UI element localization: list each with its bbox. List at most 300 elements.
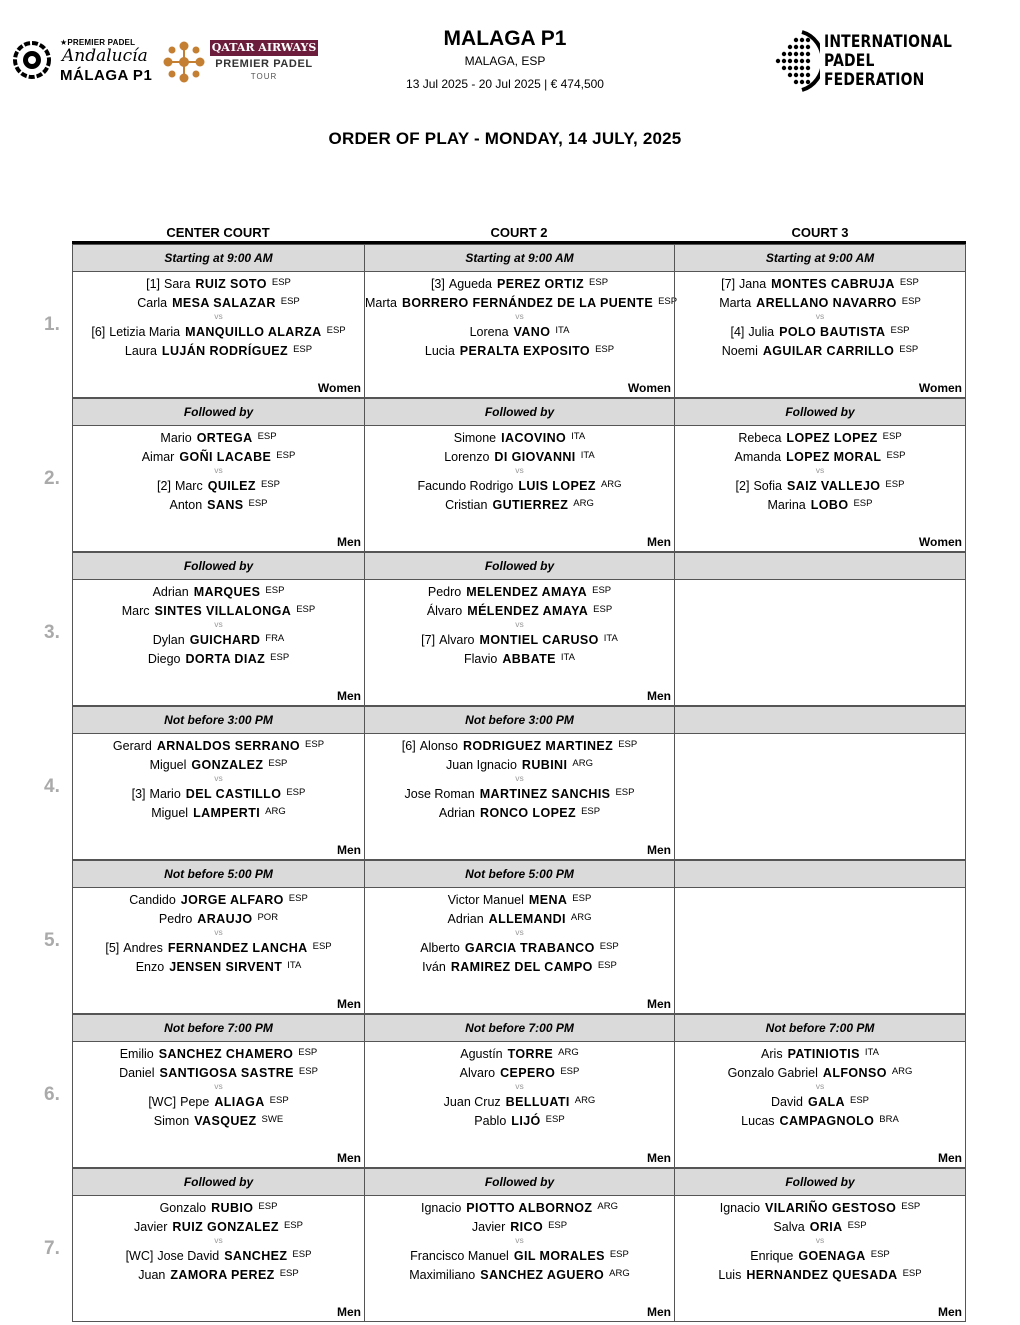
player-last-name: VILARIÑO GESTOSO — [765, 1201, 897, 1215]
versus-label: vs — [515, 619, 524, 629]
player-nationality: ARG — [574, 1095, 596, 1106]
versus-label: vs — [214, 773, 223, 783]
player-entry — [365, 1245, 674, 1264]
player-entry — [365, 340, 674, 359]
player-entry — [675, 427, 965, 446]
player-last-name: HERNANDEZ QUESADA — [746, 1268, 898, 1282]
player-first-name: Amanda — [734, 450, 782, 464]
match-cell — [72, 1014, 365, 1168]
player-nationality: ITA — [287, 960, 302, 971]
player-entry — [73, 735, 364, 754]
malaga-p1-logo-text: MÁLAGA P1 — [60, 67, 153, 84]
versus-label: vs — [515, 465, 524, 475]
player-last-name: VANO — [513, 325, 551, 339]
player-entry — [73, 648, 364, 667]
player-nationality: ARG — [558, 1047, 579, 1058]
player-first-name: Pedro — [427, 585, 462, 599]
row-number: 2. — [44, 468, 60, 489]
match-players — [73, 273, 364, 359]
player-nationality: ESP — [258, 1201, 278, 1212]
player-entry — [73, 1091, 364, 1110]
player-first-name: Juan Cruz — [443, 1095, 501, 1109]
player-last-name: LUIS LOPEZ — [518, 479, 596, 493]
match-cell — [364, 860, 675, 1014]
player-entry — [73, 1062, 364, 1081]
match-players — [73, 1197, 364, 1283]
player-first-name: Salva — [773, 1220, 805, 1234]
player-entry — [365, 600, 674, 619]
player-entry — [675, 340, 965, 359]
match-category: Women — [918, 381, 962, 395]
player-entry — [365, 273, 674, 292]
sponsor-name: QATAR AIRWAYS — [211, 41, 317, 54]
versus-label: vs — [815, 1081, 825, 1091]
player-first-name: Gonzalo — [159, 1201, 207, 1215]
player-last-name: LOBO — [810, 498, 849, 512]
player-first-name: Emilio — [119, 1047, 154, 1061]
player-last-name: AGUILAR CARRILLO — [762, 344, 895, 358]
match-time-heading: Not before 7:00 PM — [365, 1015, 674, 1042]
player-entry — [365, 889, 674, 908]
player-first-name: Jana — [739, 277, 767, 291]
player-entry — [365, 292, 678, 311]
player-last-name: MENA — [528, 893, 568, 907]
versus-label: vs — [214, 927, 223, 937]
player-nationality: ESP — [899, 277, 919, 288]
match-category: Women — [627, 381, 671, 395]
player-entry — [365, 754, 674, 773]
match-cell — [72, 706, 365, 860]
player-first-name: Lucas — [741, 1114, 775, 1128]
player-first-name: Iván — [422, 960, 446, 974]
player-entry — [365, 1110, 674, 1129]
match-players — [365, 889, 674, 975]
order-of-play-title: ORDER OF PLAY - MONDAY, 14 JULY, 2025 — [328, 129, 682, 148]
player-entry — [675, 1043, 965, 1062]
versus-label: vs — [515, 927, 524, 937]
player-nationality: ARG — [609, 1268, 630, 1279]
player-entry — [73, 494, 364, 513]
match-category: Men — [337, 535, 361, 549]
schedule-row — [44, 398, 966, 552]
player-nationality: ESP — [599, 941, 619, 952]
player-entry — [73, 783, 364, 802]
player-entry — [73, 937, 364, 956]
player-nationality: ESP — [901, 296, 921, 307]
player-last-name: LOPEZ LOPEZ — [786, 431, 878, 445]
player-first-name: Enzo — [135, 960, 165, 974]
player-nationality: ESP — [265, 585, 285, 596]
match-time-heading: Starting at 9:00 AM — [365, 245, 674, 272]
match-cell — [72, 552, 365, 706]
player-entry — [675, 273, 965, 292]
player-entry — [73, 427, 364, 446]
player-first-name: Lorenzo — [444, 450, 490, 464]
player-entry — [73, 600, 364, 619]
schedule-row — [44, 244, 966, 398]
player-first-name: Mario — [149, 787, 181, 801]
player-seed: [3] — [430, 277, 445, 291]
player-first-name: Pepe — [180, 1095, 210, 1109]
player-last-name: ALFONSO — [822, 1066, 887, 1080]
player-last-name: GUTIERREZ — [492, 498, 569, 512]
match-players — [73, 427, 364, 513]
player-last-name: SANTIGOSA SASTRE — [159, 1066, 294, 1080]
player-entry — [675, 494, 965, 513]
player-entry — [73, 321, 364, 340]
player-first-name: Juan Ignacio — [446, 758, 517, 772]
player-last-name: TORRE — [507, 1047, 554, 1061]
player-last-name: DI GIOVANNI — [494, 450, 576, 464]
player-nationality: ESP — [545, 1114, 565, 1125]
player-nationality: ARG — [265, 806, 286, 817]
player-last-name: BORRERO FERNÁNDEZ DE LA PUENTE — [401, 296, 654, 310]
player-first-name: Lorena — [469, 325, 509, 339]
player-last-name: MARTINEZ SANCHIS — [479, 787, 611, 801]
player-nationality: ARG — [891, 1066, 913, 1077]
match-category: Men — [337, 1305, 361, 1319]
player-first-name: Adrian — [447, 912, 484, 926]
player-first-name: Letizia Maria — [109, 325, 181, 339]
player-nationality: ESP — [305, 739, 325, 750]
player-entry — [365, 937, 674, 956]
player-first-name: Carla — [137, 296, 168, 310]
player-first-name: Flavio — [464, 652, 498, 666]
match-cell — [72, 244, 365, 398]
player-entry — [675, 1062, 965, 1081]
match-cell — [674, 1168, 966, 1322]
player-last-name: ARAUJO — [197, 912, 253, 926]
player-entry — [73, 802, 364, 821]
player-nationality: ESP — [899, 344, 919, 355]
match-time-heading: Followed by — [365, 553, 674, 580]
player-last-name: RODRIGUEZ MARTINEZ — [462, 739, 614, 753]
player-nationality: ESP — [609, 1249, 629, 1260]
player-nationality: ESP — [572, 893, 592, 904]
schedule-row — [44, 1014, 966, 1168]
player-nationality: ESP — [248, 498, 268, 509]
player-first-name: Lucia — [424, 344, 455, 358]
player-nationality: ESP — [581, 806, 601, 817]
player-nationality: FRA — [265, 633, 285, 644]
versus-label: vs — [214, 311, 223, 321]
player-last-name: VASQUEZ — [194, 1114, 257, 1128]
player-entry — [365, 1264, 674, 1283]
player-last-name: ZAMORA PEREZ — [170, 1268, 275, 1282]
player-last-name: JORGE ALFARO — [180, 893, 284, 907]
player-first-name: Marc — [121, 604, 150, 618]
player-last-name: MARQUES — [193, 585, 261, 599]
player-entry — [365, 648, 674, 667]
player-nationality: ESP — [560, 1066, 580, 1077]
player-first-name: Noemi — [721, 344, 758, 358]
player-first-name: Aimar — [141, 450, 175, 464]
player-first-name: Julia — [748, 325, 775, 339]
player-last-name: RUBINI — [521, 758, 568, 772]
player-nationality: ARG — [600, 479, 622, 490]
match-category: Men — [337, 689, 361, 703]
player-nationality: ESP — [280, 296, 300, 307]
match-players — [73, 1043, 364, 1129]
match-cell — [364, 244, 678, 398]
player-nationality: ESP — [902, 1268, 922, 1279]
player-first-name: Marina — [767, 498, 806, 512]
match-cell — [364, 706, 675, 860]
row-number: 4. — [44, 776, 60, 797]
player-last-name: MÉLENDEZ AMAYA — [467, 604, 589, 618]
match-category: Men — [647, 689, 671, 703]
versus-label: vs — [515, 773, 524, 783]
player-last-name: GONZALEZ — [191, 758, 264, 772]
player-first-name: Gonzalo Gabriel — [727, 1066, 818, 1080]
player-seed: [WC] — [125, 1249, 154, 1263]
player-entry — [675, 475, 965, 494]
player-first-name: Ignacio — [420, 1201, 462, 1215]
malaga-p1-logo-icon — [12, 40, 52, 80]
row-number: 1. — [44, 314, 60, 335]
player-entry — [73, 340, 364, 359]
player-nationality: ESP — [269, 1095, 289, 1106]
player-first-name: Miguel — [149, 758, 187, 772]
player-last-name: GOÑI LACABE — [179, 450, 272, 464]
player-last-name: CEPERO — [500, 1066, 556, 1080]
player-nationality: ESP — [882, 431, 902, 442]
player-first-name: Álvaro — [426, 604, 463, 618]
player-entry — [365, 1197, 674, 1216]
player-first-name: Adrian — [438, 806, 476, 820]
match-players — [675, 273, 965, 359]
player-entry — [73, 475, 364, 494]
player-entry — [365, 735, 674, 754]
player-last-name: RAMIREZ DEL CAMPO — [450, 960, 593, 974]
empty-cell — [674, 706, 966, 860]
player-last-name: ORTEGA — [196, 431, 253, 445]
player-first-name: Simone — [453, 431, 497, 445]
player-last-name: PIOTTO ALBORNOZ — [466, 1201, 593, 1215]
match-players — [675, 427, 965, 513]
premier-padel-brand: ★PREMIER PADEL — [60, 38, 136, 47]
match-time-heading — [675, 707, 965, 734]
player-last-name: PATINIOTIS — [787, 1047, 860, 1061]
player-last-name: BELLUATI — [505, 1095, 570, 1109]
player-last-name: GALA — [807, 1095, 845, 1109]
versus-label: vs — [515, 1081, 524, 1091]
player-nationality: ESP — [597, 960, 617, 971]
match-players — [675, 1043, 965, 1129]
player-last-name: ARNALDOS SERRANO — [156, 739, 301, 753]
player-last-name: SANCHEZ CHAMERO — [158, 1047, 294, 1061]
player-nationality: SWE — [261, 1114, 284, 1125]
player-last-name: LAMPERTI — [193, 806, 261, 820]
match-time-heading: Followed by — [73, 399, 364, 426]
federation-name — [824, 33, 952, 90]
player-seed: [6] — [401, 739, 416, 753]
player-entry — [365, 321, 674, 340]
player-nationality: ESP — [658, 296, 678, 307]
match-time-heading: Starting at 9:00 AM — [73, 245, 364, 272]
player-last-name: POLO BAUTISTA — [779, 325, 886, 339]
player-first-name: Aris — [761, 1047, 783, 1061]
match-players — [365, 273, 678, 359]
player-last-name: LIJÓ — [511, 1114, 541, 1128]
player-nationality: ITA — [560, 652, 575, 663]
player-entry — [365, 1216, 674, 1235]
match-cell — [72, 1168, 365, 1322]
player-nationality: ESP — [312, 941, 332, 952]
row-number: 5. — [44, 930, 60, 951]
match-players — [365, 427, 674, 513]
player-entry — [365, 427, 674, 446]
federation-ball-icon — [772, 30, 820, 92]
player-first-name: Jose David — [157, 1249, 220, 1263]
player-nationality: ESP — [615, 787, 635, 798]
player-seed: [3] — [131, 787, 146, 801]
player-last-name: RICO — [510, 1220, 544, 1234]
player-first-name: Facundo Rodrigo — [417, 479, 514, 493]
player-first-name: David — [771, 1095, 803, 1109]
player-entry — [73, 754, 364, 773]
player-first-name: Marta — [719, 296, 752, 310]
player-seed: [7] — [421, 633, 436, 647]
player-nationality: ESP — [849, 1095, 869, 1106]
player-nationality: POR — [257, 912, 279, 923]
player-nationality: ESP — [270, 652, 290, 663]
player-last-name: RONCO LOPEZ — [480, 806, 577, 820]
player-entry — [73, 1043, 364, 1062]
player-entry — [365, 1062, 674, 1081]
schedule-row — [44, 552, 966, 706]
player-nationality: ARG — [570, 912, 592, 923]
player-entry — [365, 475, 674, 494]
player-first-name: Maximiliano — [409, 1268, 476, 1282]
player-nationality: ESP — [298, 1066, 318, 1077]
versus-label: vs — [214, 619, 223, 629]
match-cell — [364, 1014, 675, 1168]
match-category: Men — [647, 1151, 671, 1165]
player-entry — [73, 292, 364, 311]
player-first-name: Dylan — [152, 633, 185, 647]
player-first-name: Francisco Manuel — [410, 1249, 509, 1263]
match-time-heading: Not before 7:00 PM — [675, 1015, 965, 1042]
player-last-name: SINTES VILLALONGA — [154, 604, 292, 618]
player-nationality: ESP — [257, 431, 277, 442]
match-time-heading: Followed by — [675, 1169, 965, 1196]
player-nationality: ESP — [326, 325, 346, 336]
match-category: Men — [647, 1305, 671, 1319]
versus-label: vs — [815, 1235, 825, 1245]
player-first-name: Miguel — [151, 806, 189, 820]
player-entry — [675, 1264, 965, 1283]
player-entry — [73, 956, 364, 975]
player-nationality: ARG — [597, 1201, 619, 1212]
schedule-row — [44, 706, 966, 860]
match-category: Women — [918, 535, 962, 549]
player-first-name: Javier — [134, 1220, 168, 1234]
player-nationality: ESP — [593, 604, 613, 615]
match-time-heading: Not before 3:00 PM — [73, 707, 364, 734]
player-nationality: ESP — [592, 585, 612, 596]
player-nationality: ESP — [271, 277, 291, 288]
player-last-name: LOPEZ MORAL — [786, 450, 882, 464]
match-cell — [72, 860, 365, 1014]
sponsor-tour-line1: PREMIER PADEL — [215, 58, 313, 70]
court-header-court2: COURT 2 — [490, 225, 548, 240]
player-nationality: ESP — [286, 787, 306, 798]
player-first-name: Diego — [147, 652, 181, 666]
player-nationality: ITA — [555, 325, 570, 336]
player-last-name: JENSEN SIRVENT — [169, 960, 283, 974]
match-players — [365, 581, 674, 667]
federation-line: INTERNATIONAL — [824, 32, 953, 52]
match-category: Women — [317, 381, 361, 395]
player-entry — [365, 446, 674, 465]
player-first-name: Pedro — [158, 912, 193, 926]
player-entry — [675, 1197, 965, 1216]
player-seed: [5] — [105, 941, 120, 955]
player-first-name: Marc — [174, 479, 203, 493]
player-last-name: SAIZ VALLEJO — [786, 479, 881, 493]
match-category: Men — [337, 997, 361, 1011]
match-cell — [674, 398, 966, 552]
player-last-name: IACOVINO — [501, 431, 567, 445]
player-nationality: ESP — [268, 758, 288, 769]
player-seed: [1] — [146, 277, 161, 291]
match-time-heading: Not before 5:00 PM — [365, 861, 674, 888]
court-header-court3: COURT 3 — [791, 225, 849, 240]
player-entry — [675, 1216, 965, 1235]
row-number: 3. — [44, 622, 60, 643]
player-nationality: ESP — [589, 277, 609, 288]
player-seed: [2] — [735, 479, 750, 493]
match-cell — [364, 1168, 675, 1322]
match-category: Men — [938, 1151, 962, 1165]
versus-label: vs — [214, 1235, 223, 1245]
empty-cell — [674, 552, 966, 706]
player-entry — [675, 446, 965, 465]
player-nationality: ESP — [595, 344, 615, 355]
player-last-name: SANS — [207, 498, 244, 512]
player-nationality: ESP — [901, 1201, 921, 1212]
match-players — [365, 1043, 674, 1129]
versus-label: vs — [515, 1235, 524, 1245]
tournament-dates-prize: 13 Jul 2025 - 20 Jul 2025 | € 474,500 — [406, 77, 604, 91]
versus-label: vs — [515, 311, 524, 321]
player-last-name: SANCHEZ AGUERO — [480, 1268, 605, 1282]
match-time-heading: Not before 5:00 PM — [73, 861, 364, 888]
player-entry — [365, 629, 674, 648]
player-entry — [365, 783, 674, 802]
match-time-heading: Followed by — [365, 1169, 674, 1196]
player-first-name: Marta — [365, 296, 397, 310]
match-category: Men — [337, 843, 361, 857]
player-seed: [2] — [157, 479, 171, 493]
qatar-premier-padel-icon — [162, 40, 206, 84]
player-first-name: Cristian — [445, 498, 488, 512]
player-nationality: ITA — [571, 431, 586, 442]
player-last-name: RUIZ GONZALEZ — [172, 1220, 279, 1234]
match-cell — [674, 1014, 966, 1168]
player-last-name: LUJÁN RODRÍGUEZ — [161, 344, 289, 358]
versus-label: vs — [214, 1081, 223, 1091]
match-time-heading: Starting at 9:00 AM — [675, 245, 965, 272]
player-first-name: Agustín — [460, 1047, 503, 1061]
player-last-name: SANCHEZ — [224, 1249, 288, 1263]
tournament-logo-group — [12, 38, 332, 88]
match-time-heading: Not before 3:00 PM — [365, 707, 674, 734]
player-last-name: MESA SALAZAR — [172, 296, 276, 310]
player-nationality: ESP — [853, 498, 873, 509]
player-entry — [73, 446, 364, 465]
